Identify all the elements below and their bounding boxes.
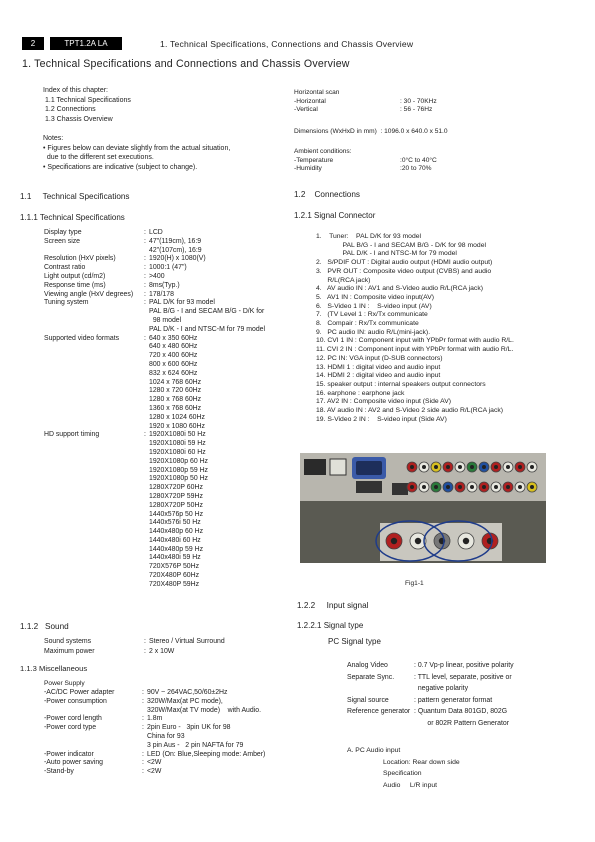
spec-row <box>44 759 265 768</box>
spec-value: 98 model <box>149 316 182 324</box>
connector-item: PAL B/G - I and SECAM B/G - D/K for 98 model <box>316 241 486 249</box>
connector-item: 6. S-Video 1 IN : S-video input (AV) <box>316 302 432 310</box>
pc-audio-heading: A. PC Audio input <box>347 747 401 754</box>
spec-label: -Power consumption <box>44 697 107 705</box>
spec-value-group <box>414 706 509 729</box>
note-text: Figures below can deviate slightly from the actual situation, <box>47 144 231 152</box>
section-1-2-1-heading: 1.2.1 Signal Connector <box>294 211 376 220</box>
connector-item: 1. Tuner: PAL D/K for 93 model <box>316 233 422 240</box>
document-code: TPT1.2A LA <box>50 37 122 50</box>
spec-value: 720X576P 50Hz <box>149 563 200 571</box>
spec-table <box>44 229 265 590</box>
dimensions: Dimensions (WxHxD in mm) : 1096.0 x 640.0 x 51.0 <box>294 128 448 135</box>
ambient-label: -Temperature <box>294 156 334 164</box>
ambient-row <box>294 165 437 174</box>
colon-separator: : <box>144 638 146 645</box>
spec-row <box>347 706 514 729</box>
hscan-label: -Horizontal <box>294 97 326 105</box>
colon-separator: : <box>142 689 144 696</box>
spec-value: 1440x480p 60 Hz <box>149 528 204 536</box>
spec-value: LCD <box>149 229 163 236</box>
spec-value: 1024 x 768 60Hz <box>149 378 202 386</box>
ambient-heading: Ambient conditions: <box>294 148 352 155</box>
hscan-value: : 56 - 76Hz <box>400 106 433 113</box>
connector-item: 2. S/PDIF OUT : Digital audio output (HDMI audio output) <box>316 259 493 267</box>
spec-row <box>44 255 265 264</box>
connector-item: 14. HDMI 2 : digital video and audio input <box>316 372 441 380</box>
spec-value-group <box>414 672 512 695</box>
running-title: 1. Technical Specifications, Connections and Chassis Overview <box>160 39 414 49</box>
spec-value: 1920X1080i 60 Hz <box>149 448 206 456</box>
spec-value-group <box>142 689 228 698</box>
colon-separator: : <box>144 264 146 272</box>
spec-label: Contrast ratio <box>44 264 86 272</box>
spec-value-group <box>144 229 163 238</box>
spec-label: Viewing angle (HxV degrees) <box>44 290 134 298</box>
spec-value-group <box>142 750 266 760</box>
spec-value: >400 <box>149 272 165 280</box>
section-1-2-2-1-heading: 1.2.2.1 Signal type <box>297 621 364 630</box>
spec-value-group <box>144 290 174 300</box>
spec-value-group <box>144 264 187 273</box>
spec-row <box>44 431 265 589</box>
spec-value: 320W/Max(at TV mode) with Audio. <box>147 706 261 714</box>
sound-table <box>44 637 225 656</box>
spec-row <box>44 273 265 282</box>
colon-separator: : <box>144 290 146 298</box>
connector-item: 3. PVR OUT : Composite video output (CVBS) and audio <box>316 267 492 275</box>
spec-value: 1920(H) x 1080(V) <box>149 255 206 263</box>
hscan-block <box>294 89 437 115</box>
ambient-value: :0°C to 40°C <box>400 156 437 164</box>
spec-value: 178/178 <box>149 290 174 298</box>
spec-row <box>347 660 514 672</box>
connector-item: 7. (TV Level 1 : Rx/Tx communicate <box>316 311 428 319</box>
spec-row <box>44 291 265 300</box>
spec-value-group <box>142 724 244 750</box>
spec-value: 1920X1080p 59 Hz <box>149 466 209 474</box>
spec-label: Light output (cd/m2) <box>44 272 106 280</box>
connector-list <box>316 233 514 424</box>
spec-label: Supported video formats <box>44 334 120 342</box>
spec-value-group <box>414 660 514 672</box>
chapter-index <box>43 86 131 124</box>
colon-separator: : <box>144 334 146 342</box>
spec-label: HD support timing <box>44 431 100 439</box>
spec-value-group <box>144 255 206 264</box>
spec-value: or 802R Pattern Generator <box>414 719 509 727</box>
spec-value: 3 pin Aus - 2 pin NAFTA for 79 <box>147 741 244 749</box>
note-item: • Figures below can deviate slightly from the actual situation, <box>43 144 231 152</box>
spec-row <box>44 689 265 698</box>
spec-value: : TTL level, separate, positive or <box>414 673 512 681</box>
spec-row <box>44 715 265 724</box>
spec-row <box>44 264 265 273</box>
pc-audio-line: Specification <box>383 770 422 777</box>
spec-row <box>44 751 265 760</box>
spec-value: PAL D/K for 93 model <box>149 299 215 307</box>
section-1-2-heading: 1.2 Connections <box>294 190 360 199</box>
connector-item: 9. PC audio IN: audio R/L(mini-jack). <box>316 328 431 336</box>
spec-value: 640 x 350 60Hz <box>149 334 198 342</box>
spec-label: Screen size <box>44 237 81 245</box>
note-item: due to the different set executions. <box>43 154 154 161</box>
spec-value-group <box>142 697 261 716</box>
spec-value-group <box>142 768 162 777</box>
section-1-2-2-heading: 1.2.2 Input signal <box>297 601 369 610</box>
colon-separator: : <box>142 697 144 705</box>
connector-item: 15. speaker output : internal speakers output connectors <box>316 380 486 388</box>
spec-label: Maximum power <box>44 647 95 655</box>
spec-row <box>44 647 225 657</box>
spec-value: : pattern generator format <box>414 696 493 704</box>
spec-label: -Power cord length <box>44 715 102 723</box>
spec-value: 1440x576i 50 Hz <box>149 519 201 527</box>
spec-value-group <box>142 759 162 768</box>
colon-separator: : <box>144 237 146 245</box>
spec-label: Signal source <box>347 696 389 704</box>
section-1-1-3-heading: 1.1.3 Miscellaneous <box>20 664 88 673</box>
spec-value: negative polarity <box>414 685 469 692</box>
spec-value: 42"(107cm), 16:9 <box>149 246 202 254</box>
spec-value: <2W <box>147 759 162 767</box>
connector-item: 19. S-Video 2 IN : S-video input (Side AV) <box>316 415 447 423</box>
misc-table <box>44 689 265 777</box>
spec-value: 1920X1080p 50 Hz <box>149 475 209 483</box>
colon-separator: : <box>144 299 146 307</box>
spec-value-group <box>144 431 209 589</box>
spec-value: LED (On: Blue,Sleeping mode: Amber) <box>147 750 266 758</box>
spec-row <box>347 695 514 707</box>
connector-item: 8. Compair : Rx/Tx communicate <box>316 320 419 328</box>
page-number: 2 <box>22 37 44 50</box>
spec-value: 47"(119cm), 16:9 <box>149 237 202 245</box>
spec-value: 720X480P 60Hz <box>149 572 200 580</box>
note-text: Specifications are indicative (subject to change). <box>47 163 198 171</box>
hscan-label: -Vertical <box>294 106 318 113</box>
spec-value: 720 x 400 60Hz <box>149 352 198 360</box>
spec-value: 320W/Max(at PC mode), <box>147 697 223 705</box>
colon-separator: : <box>144 272 146 280</box>
spec-value-group <box>144 334 205 432</box>
connector-panel-image <box>300 453 546 563</box>
spec-value: 1920X1080p 60 Hz <box>149 457 209 465</box>
colon-separator: : <box>142 724 144 732</box>
ambient-block <box>294 148 437 174</box>
colon-separator: : <box>144 229 146 236</box>
spec-row <box>44 724 265 750</box>
pc-audio-line: Audio L/R input <box>383 781 438 789</box>
connector-item: 16. earphone : earphone jack <box>316 389 405 397</box>
connector-panel-photo <box>300 453 546 563</box>
spec-label: Tuning system <box>44 299 89 307</box>
spec-value: 1280X720P 59Hz <box>149 492 203 500</box>
spec-value: PAL B/G - I and SECAM B/G - D/K for <box>149 308 265 316</box>
spec-value: 2 x 10W <box>149 647 175 655</box>
index-heading: Index of this chapter: <box>43 87 108 94</box>
spec-label: Reference generator <box>347 708 411 715</box>
colon-separator: : <box>144 281 146 289</box>
spec-value: 8ms(Typ.) <box>149 281 180 289</box>
spec-label: Resolution (HxV pixels) <box>44 255 116 263</box>
ambient-value: :20 to 70% <box>400 165 432 172</box>
colon-separator: : <box>144 647 146 655</box>
spec-row <box>44 282 265 291</box>
spec-value-group <box>144 272 165 282</box>
spec-value: : Quantum Data 801GD, 802G <box>414 708 508 715</box>
spec-value: 1.8m <box>147 715 163 723</box>
spec-value-group <box>144 647 175 657</box>
spec-label: -Auto power saving <box>44 759 103 767</box>
section-1-1-heading: 1.1 Technical Specifications <box>20 192 130 201</box>
spec-value: 1280X720P 50Hz <box>149 501 203 509</box>
notes <box>43 134 230 172</box>
spec-value: 1920 x 1080 60Hz <box>149 422 205 430</box>
spec-label: -Power cord type <box>44 724 97 732</box>
connector-item: 12. PC IN: VGA input (D-SUB connectors) <box>316 354 443 362</box>
ambient-row <box>294 157 437 166</box>
colon-separator: : <box>144 431 146 439</box>
spec-label: Response time (ms) <box>44 281 106 289</box>
spec-value: 832 x 624 60Hz <box>149 369 198 377</box>
spec-value: 1280 x 768 60Hz <box>149 396 202 404</box>
connector-item: 10. CVI 1 IN : Component input with YPbPr format with audio R/L. <box>316 337 514 345</box>
spec-value: 1440x480i 59 Hz <box>149 554 201 562</box>
spec-value: <2W <box>147 768 162 776</box>
spec-value: 1920X1080i 59 Hz <box>149 440 206 448</box>
spec-value: : 0.7 Vp-p linear, positive polarity <box>414 662 514 669</box>
spec-value: Stereo / Virtual Surround <box>149 638 225 645</box>
spec-value-group <box>144 237 202 256</box>
index-item: 1.1 Technical Specifications <box>45 96 131 104</box>
spec-value-group <box>144 281 180 291</box>
spec-row <box>44 238 265 256</box>
colon-separator: : <box>144 255 146 263</box>
connector-item: 11. CVI 2 IN : Component input with YPbPr format with audio R/L. <box>316 346 514 354</box>
spec-value-group <box>142 715 163 724</box>
spec-value: 1280X720P 60Hz <box>149 484 203 492</box>
spec-label: -AC/DC Power adapter <box>44 689 115 696</box>
spec-value-group <box>144 299 266 334</box>
section-1-1-2-heading: 1.1.2 Sound <box>20 622 69 631</box>
spec-value: 1000:1 (47") <box>149 264 187 272</box>
spec-label: -Stand-by <box>44 768 74 776</box>
spec-value: 1440x576p 50 Hz <box>149 510 204 518</box>
spec-value: 1440x480p 59 Hz <box>149 545 204 553</box>
connector-item: 18. AV audio IN : AV2 and S-Video 2 side audio R/L(RCA jack) <box>316 407 504 415</box>
colon-separator: : <box>142 768 144 776</box>
hscan-value: : 30 - 70KHz <box>400 97 437 105</box>
spec-value: 1280 x 720 60Hz <box>149 387 202 395</box>
hscan-row <box>294 98 437 107</box>
connector-item: 5. AV1 IN : Composite video input(AV) <box>316 293 434 301</box>
connector-item: 4. AV audio IN : AV1 and S-Video audio R/L(RCA jack) <box>316 285 483 293</box>
pc-signal-type-heading: PC Signal type <box>328 637 381 646</box>
spec-label: Sound systems <box>44 638 92 645</box>
colon-separator: : <box>142 750 144 758</box>
spec-row <box>44 229 265 238</box>
colon-separator: : <box>142 759 144 767</box>
connector-item: 13. HDMI 1 : digital video and audio input <box>316 363 441 371</box>
connector-item: PAL D/K - I and NTSC-M for 79 model <box>316 250 457 258</box>
spec-value: 90V ~ 264VAC,50/60±2Hz <box>147 689 228 696</box>
spec-label: Separate Sync. <box>347 673 395 681</box>
power-supply-heading: Power Supply <box>44 680 85 687</box>
colon-separator: : <box>142 715 144 723</box>
spec-row <box>44 698 265 716</box>
spec-value: 720X480P 59Hz <box>149 580 200 588</box>
ambient-label: -Humidity <box>294 165 322 172</box>
hscan-heading: Horizontal scan <box>294 89 340 96</box>
spec-label: Analog Video <box>347 662 388 669</box>
hscan-row <box>294 106 437 115</box>
spec-value: 2pin Euro - 3pin UK for 98 <box>147 724 231 732</box>
spec-value: 1440x480i 60 Hz <box>149 536 201 544</box>
spec-value: 640 x 480 60Hz <box>149 343 198 351</box>
spec-value-group <box>144 637 225 647</box>
spec-value: 1920X1080i 50 Hz <box>149 431 206 439</box>
connector-item: 17. AV2 IN : Composite video input (Side AV) <box>316 398 452 406</box>
spec-row <box>44 335 265 432</box>
spec-label: Display type <box>44 229 82 236</box>
spec-row <box>347 672 514 695</box>
main-title: 1. Technical Specifications and Connections and Chassis Overview <box>22 58 350 70</box>
spec-value: 800 x 600 60Hz <box>149 360 198 368</box>
spec-label: -Power indicator <box>44 750 94 758</box>
note-item: • Specifications are indicative (subject to change). <box>43 163 198 171</box>
spec-value-group <box>414 695 492 707</box>
figure-caption: Fig1-1 <box>405 580 424 587</box>
index-item: 1.3 Chassis Overview <box>45 115 113 123</box>
spec-value: PAL D/K - I and NTSC-M for 79 model <box>149 325 266 333</box>
index-item: 1.2 Connections <box>45 106 96 113</box>
spec-row <box>44 299 265 334</box>
spec-value: 1280 x 1024 60Hz <box>149 413 205 421</box>
notes-heading: Notes: <box>43 135 64 142</box>
pc-audio-block <box>347 745 460 791</box>
spec-row <box>44 768 265 777</box>
spec-row <box>44 637 225 647</box>
spec-value: China for 93 <box>147 732 185 740</box>
pc-signal-table <box>347 660 514 729</box>
spec-value: 1360 x 768 60Hz <box>149 404 202 412</box>
connector-item: R/L(RCA jack) <box>316 276 371 284</box>
pc-audio-line: Location: Rear down side <box>383 758 460 766</box>
section-1-1-1-heading: 1.1.1 Technical Specifications <box>20 213 125 222</box>
